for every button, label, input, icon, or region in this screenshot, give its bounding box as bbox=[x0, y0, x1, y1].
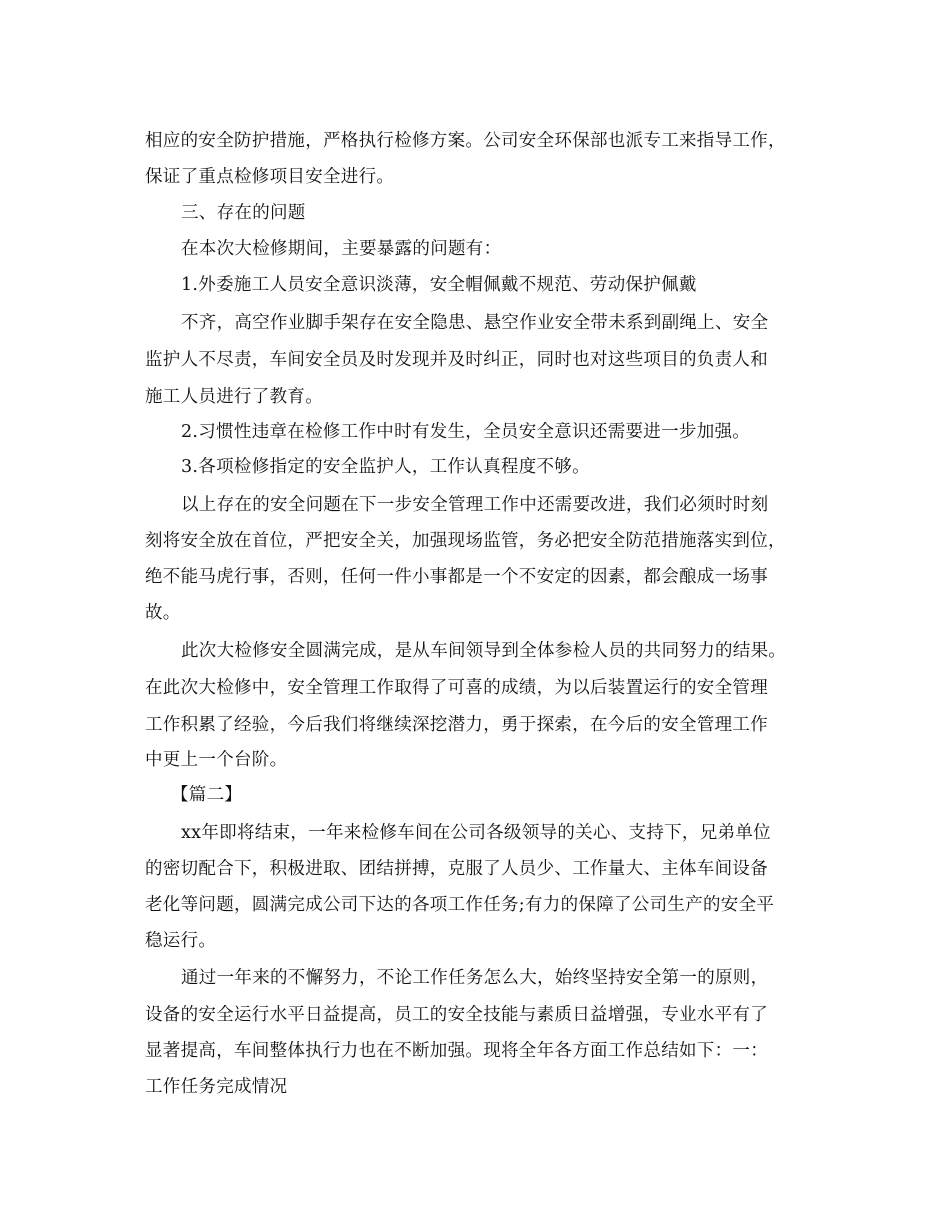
text-line: 工作积累了经验，今后我们将继续深挖潜力，勇于探索，在今后的安全管理工作 bbox=[145, 715, 768, 735]
text-line: 不齐，高空作业脚手架存在安全隐患、悬空作业安全带未系到副绳上、安全 bbox=[181, 313, 769, 333]
section-heading: 三、存在的问题 bbox=[181, 203, 306, 223]
text-line: 的密切配合下，积极进取、团结拼搏，克服了人员少、工作量大、主体车间设备 bbox=[145, 859, 768, 879]
text-line: xx年即将结束，一年来检修车间在公司各级领导的关心、支持下，兄弟单位 bbox=[181, 823, 771, 843]
text-line: 以上存在的安全问题在下一步安全管理工作中还需要改进，我们必须时时刻 bbox=[181, 495, 769, 515]
text-line: 监护人不尽责，车间安全员及时发现并及时纠正，同时也对这些项目的负责人和 bbox=[145, 350, 768, 370]
text-line: 相应的安全防护措施，严格执行检修方案。公司安全环保部也派专工来指导工作， bbox=[145, 131, 786, 151]
text-line: 保证了重点检修项目安全进行。 bbox=[145, 167, 395, 187]
text-line: 老化等问题，圆满完成公司下达的各项工作任务;有力的保障了公司生产的安全平 bbox=[145, 895, 775, 915]
text-line: 工作任务完成情况 bbox=[145, 1077, 288, 1097]
list-item: 2.习惯性违章在检修工作中时有发生，全员安全意识还需要进一步加强。 bbox=[181, 422, 751, 442]
text-line: 刻将安全放在首位，严把安全关，加强现场监管，务必把安全防范措施落实到位， bbox=[145, 531, 786, 551]
list-item: 3.各项检修指定的安全监护人，工作认真程度不够。 bbox=[181, 457, 590, 477]
text-line: 绝不能马虎行事，否则，任何一件小事都是一个不安定的因素，都会酿成一场事 bbox=[145, 567, 768, 587]
text-line: 在本次大检修期间，主要暴露的问题有： bbox=[181, 239, 502, 259]
text-line: 在此次大检修中，安全管理工作取得了可喜的成绩，为以后装置运行的安全管理 bbox=[145, 678, 768, 698]
text-line: 此次大检修安全圆满完成，是从车间领导到全体参检人员的共同努力的结果。 bbox=[181, 641, 787, 661]
text-line: 稳运行。 bbox=[145, 931, 217, 951]
text-line: 中更上一个台阶。 bbox=[145, 750, 288, 770]
section-heading: 【篇二】 bbox=[171, 785, 243, 805]
text-line: 通过一年来的不懈努力，不论工作任务怎么大，始终坚持安全第一的原则， bbox=[181, 968, 769, 988]
list-item: 1.外委施工人员安全意识淡薄，安全帽佩戴不规范、劳动保护佩戴 bbox=[181, 275, 697, 295]
text-line: 显著提高，车间整体执行力也在不断加强。现将全年各方面工作总结如下：一： bbox=[145, 1041, 768, 1061]
text-line: 故。 bbox=[145, 603, 181, 623]
text-line: 设备的安全运行水平日益提高，员工的安全技能与素质日益增强，专业水平有了 bbox=[145, 1005, 768, 1025]
text-line: 施工人员进行了教育。 bbox=[145, 387, 323, 407]
